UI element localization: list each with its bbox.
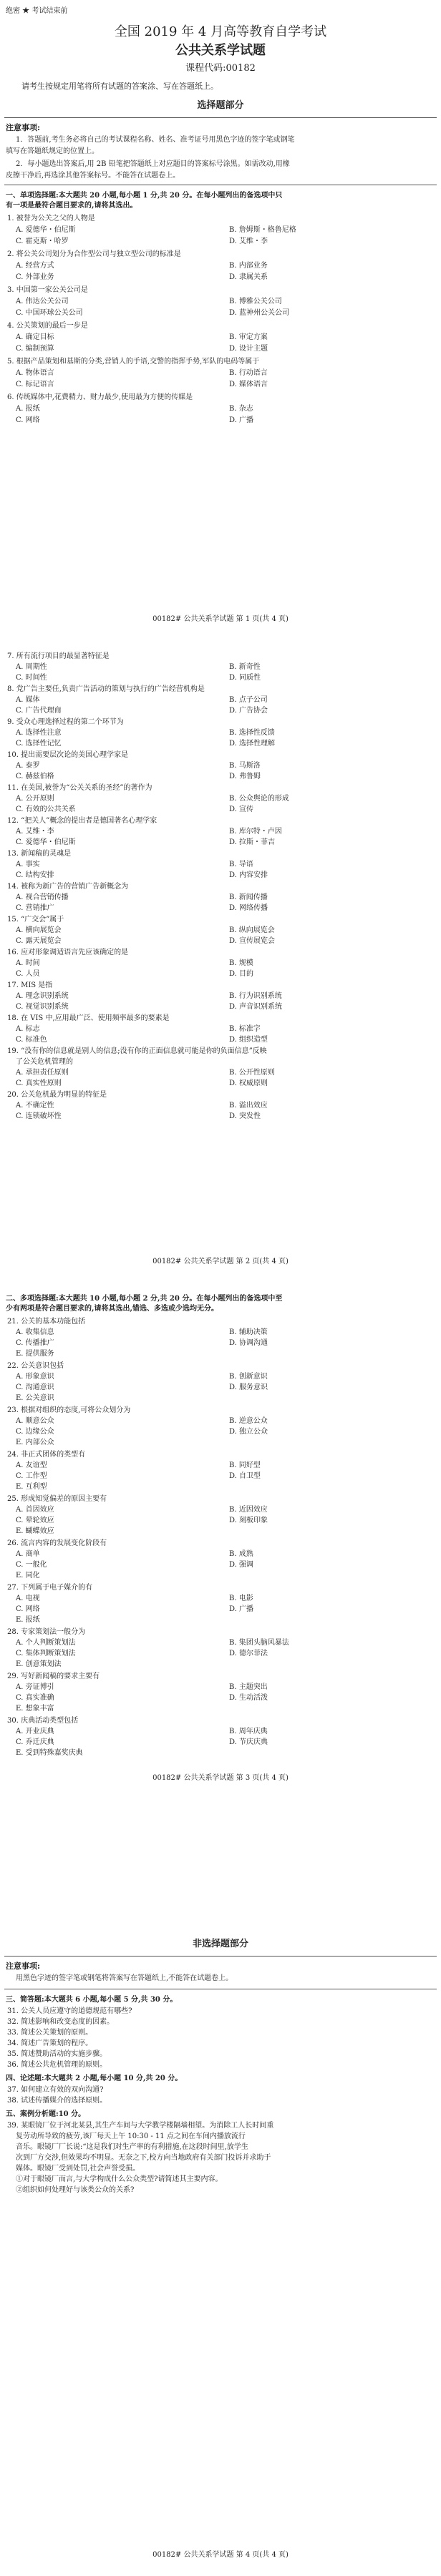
option: D. 隶属关系 <box>229 273 268 281</box>
question-stem: 37. 如何建立有效的双向沟通? <box>7 2086 104 2094</box>
option: B. 辅助决策 <box>229 1328 268 1336</box>
option: A. 收集信息 <box>16 1328 54 1336</box>
divider <box>4 117 437 118</box>
question-stem: 30. 庆典活动类型包括 <box>7 1717 79 1725</box>
option: A. 艾维・李 <box>16 828 54 836</box>
option: B. 行动语言 <box>229 369 268 377</box>
option: E. 提供服务 <box>16 1350 54 1358</box>
option: C. 标记语言 <box>16 381 54 388</box>
option: D. 德尔菲法 <box>229 1650 268 1657</box>
general-instruction: 请考生按规定用笔将所有试题的答案涂、写在答题纸上。 <box>21 82 218 91</box>
option: A. 确定目标 <box>16 333 54 341</box>
case-text: 音乐。眼镜厂厂长说:“这是我们对生产率的有利措施,在这段时间里,放学生 <box>16 2143 248 2151</box>
option: B. 博雅公关公司 <box>229 298 282 305</box>
question-stem: 了公关危机管理的 <box>16 1058 73 1066</box>
question-stem: 29. 写好新闻稿的要求主要有 <box>7 1673 100 1680</box>
question-stem: 38. 试述传播媒介的选择原则。 <box>7 2097 107 2105</box>
exam-page-1 <box>0 0 441 644</box>
option: B. 导语 <box>229 861 253 868</box>
question-stem: 16. 应对形象调适语言先应该确定的是 <box>7 949 129 956</box>
question-stem: 8. 党广告主要任,负责广告活动的策划与执行的广告经营机构是 <box>7 685 205 693</box>
option: A. 顺意公众 <box>16 1417 54 1425</box>
question-stem: 19. “没有你的信息就是别人的信息;没有你的正面信息就可能是你的负面信息”反映 <box>7 1047 267 1055</box>
question-stem: 24. 非正式团体的类型有 <box>7 1451 86 1459</box>
option: E. 互利型 <box>16 1483 47 1491</box>
notice-text: 2．每小题选出答案后,用 2B 铅笔把答题纸上对应题目的答案标号涂黑。如需改动,用橡 <box>16 160 290 168</box>
option: A. 形象意识 <box>16 1373 54 1381</box>
option: E. 蝴蝶效应 <box>16 1527 54 1535</box>
question-stem: 11. 在美国,被誉为“公关关系的圣经”的著作为 <box>7 784 152 792</box>
page-footer: 00182# 公共关系学试题 第 3 页(共 4 页) <box>152 1774 289 1782</box>
exam-page-4 <box>0 1931 441 2576</box>
option: E. 同化 <box>16 1572 40 1580</box>
case-question: ①对于眼镜厂而言,与大学构成什么公众类型?请简述其主要内容。 <box>16 2175 223 2183</box>
question-stem: 9. 受众心理选择过程的第二个环节为 <box>7 718 124 726</box>
option: D. 突发性 <box>229 1112 261 1120</box>
option: B. 主题突出 <box>229 1683 268 1691</box>
case-text: 复劳动所导致的疲劳,该厂每天上午 10:30 - 11 点之间在车间内播放流行 <box>16 2132 246 2140</box>
notice-text: 填写在答题纸规定的位置上。 <box>6 147 99 155</box>
option: D. 内容安排 <box>229 871 268 879</box>
option: D. 强调 <box>229 1561 254 1569</box>
option: A. 报纸 <box>16 405 40 413</box>
option: C. 真实准确 <box>16 1694 54 1702</box>
question-stem: 34. 简述广告策划的程序。 <box>7 2039 93 2047</box>
exam-page-3 <box>0 1288 441 1931</box>
section-header: 三、简答题:本大题共 6 小题,每小题 5 分,共 30 分。 <box>6 1996 178 2004</box>
question-stem: 7. 所有流行项目的最显著特征是 <box>7 652 110 660</box>
question-stem: 33. 简述公关策划的原则。 <box>7 2029 93 2037</box>
notice-text: 用黑色字迹的签字笔或钢笔将答案写在答题纸上,不能答在试题卷上。 <box>16 1974 233 1982</box>
option: E. 公关意识 <box>16 1394 54 1402</box>
option: D. 艾维・李 <box>229 237 268 245</box>
section-header: 二、多项选择题:本大题共 10 小题,每小题 2 分,共 20 分。在每小题列出的备选项中至 <box>6 1295 283 1303</box>
question-stem: 10. 提出需要层次论的美国心理学家是 <box>7 751 129 759</box>
option: B. 近因效应 <box>229 1506 268 1514</box>
option: A. 理念识别系统 <box>16 992 69 1000</box>
option: D. 弗鲁姆 <box>229 773 261 780</box>
section-heading-choice: 选择题部分 <box>197 100 244 111</box>
question-stem: 17. MIS 是指 <box>7 981 53 989</box>
option: A. 电视 <box>16 1595 40 1602</box>
course-code: 课程代码:00182 <box>185 63 256 74</box>
option: C. 时间性 <box>16 674 47 682</box>
subject-title: 公共关系学试题 <box>175 43 266 58</box>
option: B. 同好型 <box>229 1461 261 1469</box>
option: A. 周期性 <box>16 663 47 671</box>
section-header: 少有两项是符合题目要求的,请将其选出,错选、多选或少选均无分。 <box>6 1305 218 1313</box>
option: A. 媒体 <box>16 696 40 704</box>
option: A. 时间 <box>16 959 40 967</box>
option: C. 连锁破坏性 <box>16 1112 62 1120</box>
option: D. 网络传播 <box>229 904 268 912</box>
option: A. 事实 <box>16 861 40 868</box>
option: E. 创意策划法 <box>16 1660 62 1668</box>
option: B. 逆意公众 <box>229 1417 268 1425</box>
option: C. 标准色 <box>16 1036 47 1044</box>
option: B. 审定方案 <box>229 333 268 341</box>
option: D. 声音识别系统 <box>229 1003 283 1011</box>
option: D. 节庆庆典 <box>229 1738 268 1746</box>
option: C. 结构安排 <box>16 871 54 879</box>
option: C. 爱德华・伯尼斯 <box>16 838 76 846</box>
option: C. 广告代理商 <box>16 707 62 715</box>
option: D. 刻板印象 <box>229 1517 268 1524</box>
option: C. 边缘公众 <box>16 1428 54 1436</box>
option: B. 公开性原则 <box>229 1069 275 1077</box>
page-footer: 00182# 公共关系学试题 第 2 页(共 4 页) <box>152 1258 289 1265</box>
option: B. 电影 <box>229 1595 253 1602</box>
option: D. 协调沟通 <box>229 1339 268 1347</box>
option: B. 马斯洛 <box>229 762 261 770</box>
question-stem: 36. 简述公共危机管理的原则。 <box>7 2061 107 2069</box>
question-stem: 21. 公关的基本功能包括 <box>7 1318 86 1326</box>
option: A. 经营方式 <box>16 262 54 270</box>
option: A. 不确定性 <box>16 1102 54 1110</box>
option: A. 物体语言 <box>16 369 54 377</box>
option: B. 公众舆论的形成 <box>229 795 289 803</box>
question-stem: 13. 新闻稿的灵魂是 <box>7 850 72 858</box>
option: A. 商单 <box>16 1550 40 1558</box>
option: B. 库尔特・卢因 <box>229 828 282 836</box>
option: C. 有效的公共关系 <box>16 805 76 813</box>
option: B. 集团头脑风暴法 <box>229 1639 289 1647</box>
question-stem: 2. 将公关公司划分为合作型公司与独立型公司的标准是 <box>7 250 181 258</box>
option: A. 爱德华・伯尼斯 <box>16 226 76 234</box>
option: B. 新奇性 <box>229 663 261 671</box>
option: C. 真实性原则 <box>16 1079 62 1087</box>
option: D. 蓝神州公关公司 <box>229 309 290 317</box>
option: D. 媒体语言 <box>229 381 268 388</box>
notice-label: 注意事项: <box>6 123 41 132</box>
exam-title: 全国 2019 年 4 月高等教育自学考试 <box>114 24 327 39</box>
option: C. 营销推广 <box>16 904 54 912</box>
option: D. 组织造型 <box>229 1036 268 1044</box>
option: C. 编制预算 <box>16 345 54 353</box>
option: D. 拉斯・菲吉 <box>229 838 276 846</box>
option: A. 首因效应 <box>16 1506 54 1514</box>
option: C. 霍克斯・哈罗 <box>16 237 69 245</box>
option: C. 乔迁庆典 <box>16 1738 54 1746</box>
section-header: 四、论述题:本大题共 2 小题,每小题 10 分,共 20 分。 <box>6 2075 183 2082</box>
option: A. 旁证博引 <box>16 1683 54 1691</box>
option: D. 权威原则 <box>229 1079 268 1087</box>
case-text: 媒体。眼镜厂受到处罚,社会声誉受损。 <box>16 2165 140 2173</box>
option: D. 宣传 <box>229 805 254 813</box>
option: D. 自卫型 <box>229 1472 261 1480</box>
option: D. 独立公众 <box>229 1428 268 1436</box>
option: B. 创新意识 <box>229 1373 268 1381</box>
option: C. 沟通意识 <box>16 1384 54 1391</box>
option: B. 规模 <box>229 959 253 967</box>
question-stem: 20. 公关危机最为明显的特征是 <box>7 1091 107 1099</box>
option: E. 想象丰富 <box>16 1705 54 1713</box>
option: C. 中国环球公关公司 <box>16 309 83 317</box>
page-footer: 00182# 公共关系学试题 第 4 页(共 4 页) <box>152 2551 289 2559</box>
confidential-flag: 绝密 ★ 考试结束前 <box>6 7 68 15</box>
option: B. 杂志 <box>229 405 253 413</box>
option: B. 标准字 <box>229 1025 261 1033</box>
option: B. 周年庆典 <box>229 1728 268 1735</box>
question-stem: 32. 简述影响和改变态度的因素。 <box>7 2018 115 2026</box>
option: C. 一般化 <box>16 1561 47 1569</box>
option: D. 宣传展览会 <box>229 937 276 945</box>
option: E. 报纸 <box>16 1616 40 1624</box>
option: C. 网络 <box>16 1605 40 1613</box>
question-stem: 15. “广交会”属于 <box>7 916 64 924</box>
option: D. 目的 <box>229 970 254 978</box>
option: D. 同质性 <box>229 674 261 682</box>
option: D. 广播 <box>229 1605 254 1613</box>
option: B. 新闻传播 <box>229 893 268 901</box>
option: D. 服务意识 <box>229 1384 268 1391</box>
page-footer: 00182# 公共关系学试题 第 1 页(共 4 页) <box>152 615 289 623</box>
option: C. 工作型 <box>16 1472 47 1480</box>
question-stem: 28. 专家策划法一般分为 <box>7 1628 86 1636</box>
option: C. 网络 <box>16 416 40 424</box>
section-header: 一、单项选择题:本大题共 20 小题,每小题 1 分,共 20 分。在每小题列出的备选项中只 <box>6 192 283 200</box>
option: A. 个人判断策划法 <box>16 1639 76 1647</box>
option: D. 广播 <box>229 416 254 424</box>
question-stem: 1. 被誉为公关之父的人物是 <box>7 215 95 222</box>
notice-text: 1．答题前,考生务必将自己的考试课程名称、姓名、准考证号用黑色字迹的签字笔或钢笔 <box>16 136 295 144</box>
option: B. 内部业务 <box>229 262 268 270</box>
option: E. 内部公众 <box>16 1439 54 1446</box>
option: C. 传播推广 <box>16 1339 54 1347</box>
option: E. 受到特殊嘉奖庆典 <box>16 1749 83 1757</box>
option: B. 行为识别系统 <box>229 992 282 1000</box>
question-stem: 23. 根据对组织的态度,可将公众划分为 <box>7 1406 131 1414</box>
section-heading-nonchoice: 非选择题部分 <box>192 1939 248 1949</box>
option: D. 广告协会 <box>229 707 268 715</box>
notice-label: 注意事项: <box>6 1962 41 1971</box>
option: A. 标志 <box>16 1025 40 1033</box>
question-stem: 25. 形成知觉偏差的原因主要有 <box>7 1495 107 1503</box>
question-stem: 12. “把关人”概念的提出者是德国著名心理学家 <box>7 817 158 825</box>
option: B. 纵向展览会 <box>229 926 275 934</box>
option: B. 溢出效应 <box>229 1102 268 1110</box>
question-stem: 18. 在 VIS 中,应用最广泛、使用频率最多的要素是 <box>7 1014 170 1022</box>
option: A. 横向展览会 <box>16 926 62 934</box>
option: A. 伟达公关公司 <box>16 298 69 305</box>
question-stem: 22. 公关意识包括 <box>7 1362 64 1370</box>
option: D. 设计主题 <box>229 345 268 353</box>
option: A. 友谊型 <box>16 1461 47 1469</box>
option: A. 公开原则 <box>16 795 54 803</box>
question-stem: 4. 公关策划的最后一步是 <box>7 322 88 330</box>
option: C. 晕轮效应 <box>16 1517 54 1524</box>
case-text: 次到厂方交涉,但效果均不明显。无奈之下,校方向当地政府有关部门投诉并求助于 <box>16 2154 271 2162</box>
question-stem: 26. 流言内容的发展变化阶段有 <box>7 1539 107 1547</box>
question-stem: 6. 传统媒体中,花费精力、财力最少,使用最为方便的传媒是 <box>7 393 193 401</box>
question-stem: 14. 被称为新广告的营销广告新概念为 <box>7 883 129 891</box>
option: D. 生动活泼 <box>229 1694 268 1702</box>
divider <box>4 1956 437 1957</box>
section-header: 有一项是最符合题目要求的,请将其选出。 <box>6 202 137 210</box>
option: B. 詹姆斯・格鲁尼格 <box>229 226 296 234</box>
option: C. 赫兹伯格 <box>16 773 54 780</box>
option: A. 视合营销传播 <box>16 893 69 901</box>
option: C. 外部业务 <box>16 273 54 281</box>
case-question: ②组织如何处理好与该类公众的关系? <box>16 2186 135 2194</box>
section-header: 五、案例分析题:10 分。 <box>6 2110 86 2118</box>
question-stem: 3. 中国第一家公关公司是 <box>7 286 88 294</box>
question-stem: 27. 下列属于电子媒介的有 <box>7 1584 93 1592</box>
option: A. 承担责任原则 <box>16 1069 69 1077</box>
option: B. 选择性反馈 <box>229 729 275 737</box>
case-text: 39. 某眼镜厂位于河北某县,其生产车间与大学教学楼隔墙相望。为消除工人长时间重 <box>7 2122 274 2130</box>
option: A. 泰罗 <box>16 762 40 770</box>
option: D. 选择性理解 <box>229 740 276 748</box>
option: C. 露天展览会 <box>16 937 62 945</box>
notice-text: 皮擦干净后,再选涂其他答案标号。不能答在试题卷上。 <box>6 172 180 180</box>
option: A. 开业庆典 <box>16 1728 54 1735</box>
option: B. 点子公司 <box>229 696 268 704</box>
option: C. 选择性记忆 <box>16 740 62 748</box>
question-stem: 5. 根据产品策划和基斯的分类,营销人的手语,交警的指挥手势,军队的电码等属于 <box>7 358 260 366</box>
option: A. 选择性注意 <box>16 729 62 737</box>
option: C. 视觉识别系统 <box>16 1003 69 1011</box>
question-stem: 31. 公关人员应遵守的道德规范有哪些? <box>7 2007 132 2015</box>
option: C. 人员 <box>16 970 40 978</box>
exam-page-2 <box>0 644 441 1288</box>
option: C. 集体判断策划法 <box>16 1650 76 1657</box>
option: B. 成熟 <box>229 1550 253 1558</box>
question-stem: 35. 简述赞助活动的实施步骤。 <box>7 2050 107 2058</box>
